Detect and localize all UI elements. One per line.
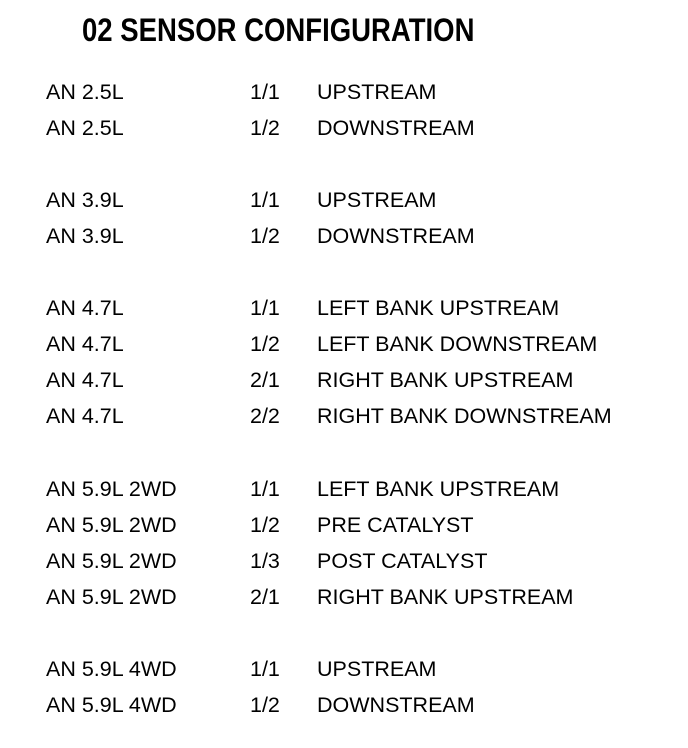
- sensor-location-cell: DOWNSTREAM: [317, 116, 475, 140]
- sensor-location-cell: UPSTREAM: [317, 80, 437, 104]
- engine-cell: AN 5.9L 4WD: [46, 657, 177, 681]
- engine-cell: AN 5.9L 2WD: [46, 549, 177, 573]
- table-row: [0, 510, 688, 540]
- sensor-position-cell: 1/2: [250, 513, 280, 537]
- sensor-position-cell: 1/1: [250, 80, 280, 104]
- engine-cell: AN 4.7L: [46, 296, 124, 320]
- engine-cell: AN 2.5L: [46, 80, 124, 104]
- sensor-position-cell: 1/2: [250, 693, 280, 717]
- sensor-position-cell: 1/1: [250, 657, 280, 681]
- table-row: [0, 77, 688, 107]
- engine-cell: AN 5.9L 2WD: [46, 477, 177, 501]
- sensor-position-cell: 1/2: [250, 224, 280, 248]
- engine-cell: AN 4.7L: [46, 368, 124, 392]
- sensor-location-cell: UPSTREAM: [317, 657, 437, 681]
- engine-cell: AN 5.9L 2WD: [46, 585, 177, 609]
- sensor-position-cell: 1/1: [250, 296, 280, 320]
- table-row: [0, 690, 688, 720]
- sensor-position-cell: 1/1: [250, 188, 280, 212]
- table-row: [0, 221, 688, 251]
- table-row: [0, 582, 688, 612]
- engine-cell: AN 4.7L: [46, 332, 124, 356]
- sensor-location-cell: LEFT BANK UPSTREAM: [317, 477, 560, 501]
- table-row: [0, 546, 688, 576]
- page-title: 02 SENSOR CONFIGURATION: [82, 12, 475, 48]
- sensor-location-cell: LEFT BANK DOWNSTREAM: [317, 332, 598, 356]
- sensor-location-cell: PRE CATALYST: [317, 513, 474, 537]
- sensor-position-cell: 1/2: [250, 332, 280, 356]
- engine-cell: AN 2.5L: [46, 116, 124, 140]
- engine-cell: AN 4.7L: [46, 404, 124, 428]
- sensor-location-cell: UPSTREAM: [317, 188, 437, 212]
- table-row: [0, 401, 688, 431]
- sensor-position-cell: 2/1: [250, 368, 280, 392]
- sensor-location-cell: DOWNSTREAM: [317, 224, 475, 248]
- sensor-position-cell: 1/3: [250, 549, 280, 573]
- table-row: [0, 113, 688, 143]
- sensor-position-cell: 1/2: [250, 116, 280, 140]
- table-row: [0, 329, 688, 359]
- table-row: [0, 654, 688, 684]
- sensor-location-cell: LEFT BANK UPSTREAM: [317, 296, 560, 320]
- sensor-location-cell: RIGHT BANK UPSTREAM: [317, 368, 574, 392]
- table-row: [0, 185, 688, 215]
- sensor-position-cell: 1/1: [250, 477, 280, 501]
- sensor-location-cell: RIGHT BANK UPSTREAM: [317, 585, 574, 609]
- sensor-location-cell: POST CATALYST: [317, 549, 488, 573]
- engine-cell: AN 5.9L 2WD: [46, 513, 177, 537]
- sensor-location-cell: DOWNSTREAM: [317, 693, 475, 717]
- engine-cell: AN 3.9L: [46, 188, 124, 212]
- table-row: [0, 293, 688, 323]
- table-row: [0, 474, 688, 504]
- sensor-position-cell: 2/1: [250, 585, 280, 609]
- engine-cell: AN 5.9L 4WD: [46, 693, 177, 717]
- sensor-location-cell: RIGHT BANK DOWNSTREAM: [317, 404, 612, 428]
- table-row: [0, 365, 688, 395]
- sensor-position-cell: 2/2: [250, 404, 280, 428]
- engine-cell: AN 3.9L: [46, 224, 124, 248]
